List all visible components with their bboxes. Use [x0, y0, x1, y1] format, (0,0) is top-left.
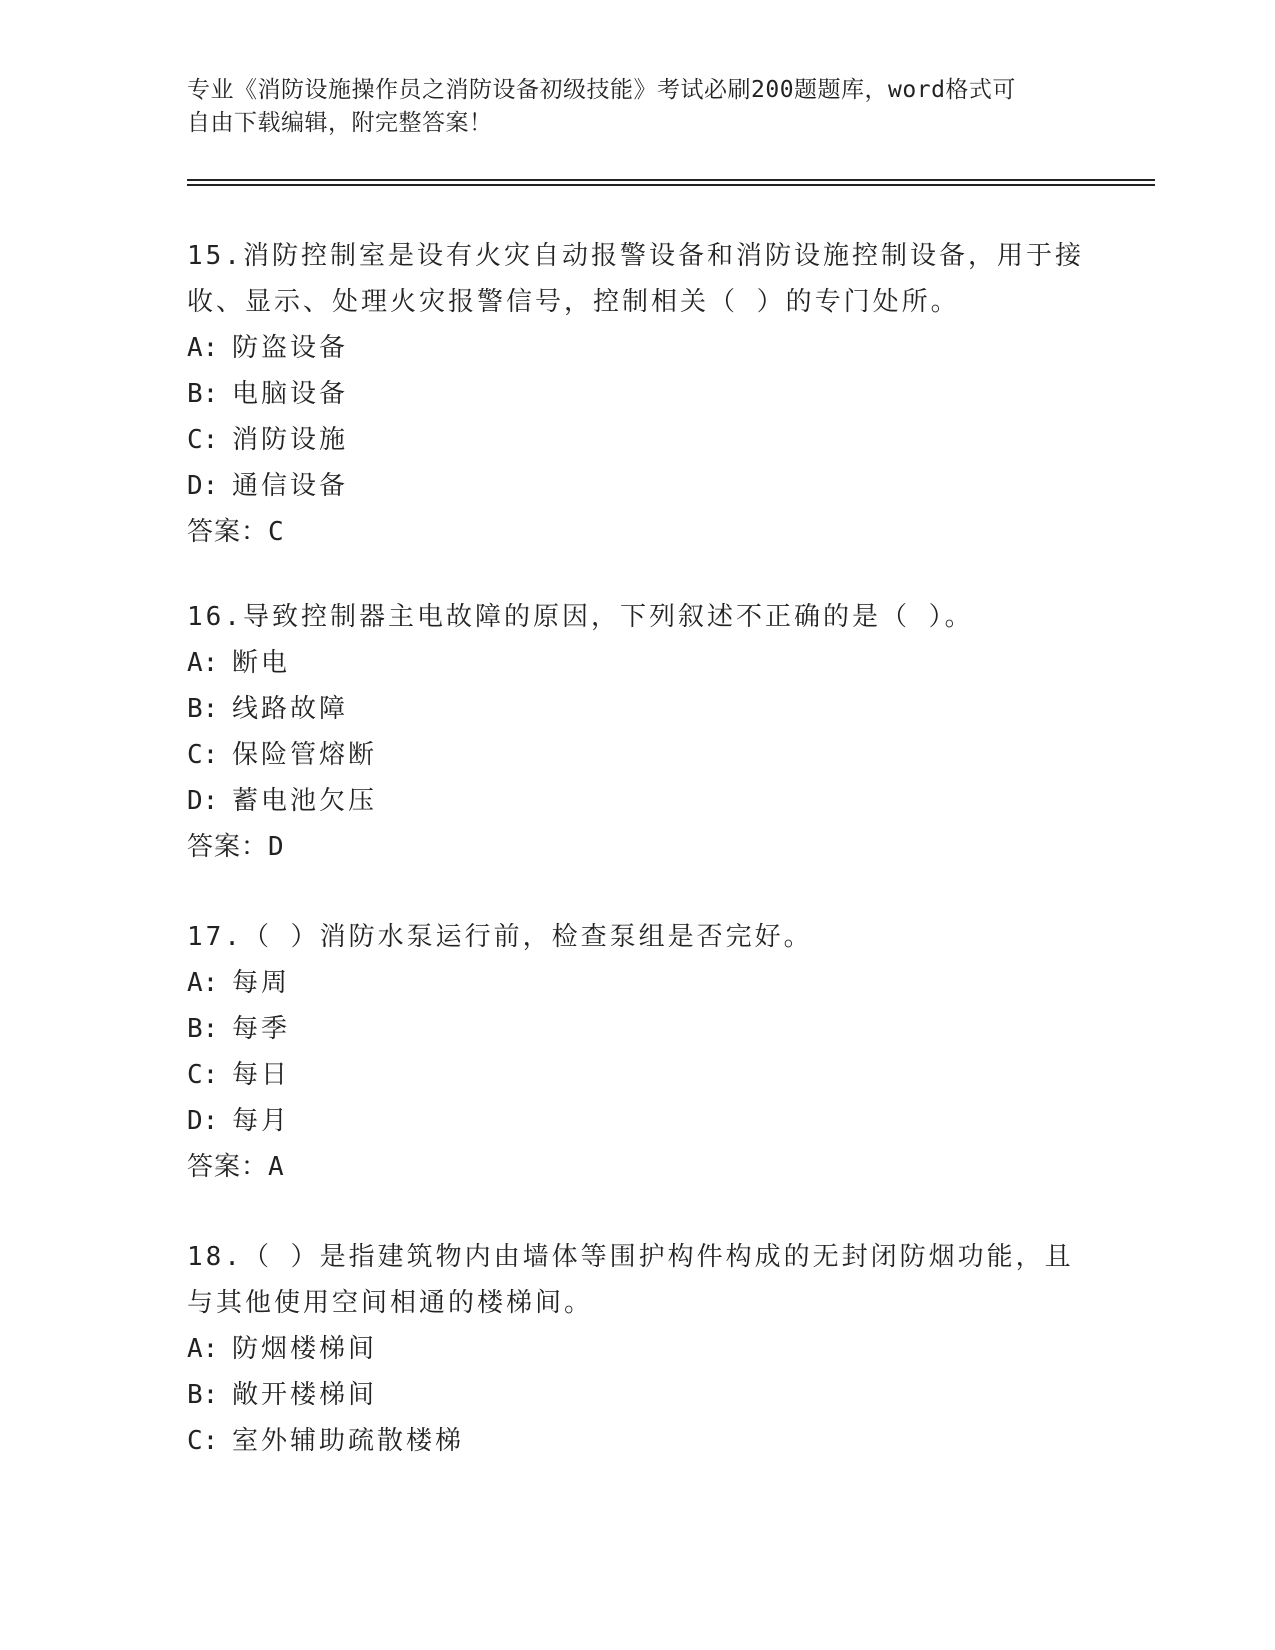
option-text: 室外辅助疏散楼梯 — [232, 1426, 465, 1456]
question-stem — [187, 1234, 1087, 1326]
option-a — [187, 640, 1087, 686]
option-key: C: — [187, 1060, 219, 1090]
option-key: A: — [187, 968, 219, 998]
option-a — [187, 960, 1087, 1006]
option-b — [187, 1006, 1087, 1052]
stem-line: 与其他使用空间相通的楼梯间。 — [187, 1288, 594, 1318]
option-key: D: — [187, 471, 219, 501]
question-16 — [187, 594, 1087, 870]
option-key: A: — [187, 648, 219, 678]
question-15 — [187, 233, 1087, 555]
stem-line: 16.导致控制器主电故障的原因，下列叙述不正确的是（ ）。 — [187, 602, 974, 632]
option-c — [187, 1418, 1087, 1464]
header-divider — [187, 179, 1155, 181]
stem-line: 17.（ ）消防水泵运行前，检查泵组是否完好。 — [187, 922, 813, 952]
stem-line: 15.消防控制室是设有火灾自动报警设备和消防设施控制设备，用于接 — [187, 241, 1084, 271]
answer-line — [187, 1144, 1087, 1190]
question-stem — [187, 594, 1087, 640]
question-18 — [187, 1234, 1087, 1464]
answer-line — [187, 509, 1087, 555]
option-key: B: — [187, 694, 219, 724]
question-17 — [187, 914, 1087, 1190]
option-key: A: — [187, 333, 219, 363]
option-text: 蓄电池欠压 — [232, 786, 378, 816]
option-key: B: — [187, 379, 219, 409]
option-key: C: — [187, 1426, 219, 1456]
option-key: A: — [187, 1334, 219, 1364]
option-text: 断电 — [232, 648, 291, 678]
answer-value: A — [268, 1152, 285, 1182]
document-header — [187, 74, 1087, 140]
option-text: 通信设备 — [232, 471, 349, 501]
option-key: B: — [187, 1380, 219, 1410]
answer-label: 答案： — [187, 832, 269, 862]
option-text: 保险管熔断 — [232, 740, 378, 770]
answer-label: 答案： — [187, 1152, 269, 1182]
option-text: 电脑设备 — [232, 379, 349, 409]
header-line: 自由下载编辑，附完整答案！ — [187, 110, 493, 136]
option-text: 敞开楼梯间 — [232, 1380, 378, 1410]
option-key: D: — [187, 1106, 219, 1136]
stem-line: 18.（ ）是指建筑物内由墙体等围护构件构成的无封闭防烟功能，且 — [187, 1242, 1074, 1272]
option-b — [187, 371, 1087, 417]
option-c — [187, 417, 1087, 463]
option-d — [187, 778, 1087, 824]
option-text: 防盗设备 — [232, 333, 349, 363]
option-b — [187, 1372, 1087, 1418]
answer-value: D — [268, 832, 285, 862]
option-c — [187, 732, 1087, 778]
option-text: 每周 — [232, 968, 291, 998]
option-d — [187, 463, 1087, 509]
option-text: 每月 — [232, 1106, 291, 1136]
option-a — [187, 325, 1087, 371]
option-key: C: — [187, 425, 219, 455]
option-b — [187, 686, 1087, 732]
option-text: 防烟楼梯间 — [232, 1334, 378, 1364]
question-stem — [187, 914, 1087, 960]
header-divider — [187, 184, 1155, 186]
answer-value: C — [268, 517, 285, 547]
option-text: 每日 — [232, 1060, 291, 1090]
option-text: 线路故障 — [232, 694, 349, 724]
answer-line — [187, 824, 1087, 870]
option-text: 每季 — [232, 1014, 291, 1044]
option-text: 消防设施 — [232, 425, 349, 455]
option-key: D: — [187, 786, 219, 816]
option-d — [187, 1098, 1087, 1144]
stem-line: 收、显示、处理火灾报警信号，控制相关（ ）的专门处所。 — [187, 287, 960, 317]
option-a — [187, 1326, 1087, 1372]
option-key: B: — [187, 1014, 219, 1044]
answer-label: 答案： — [187, 517, 269, 547]
question-stem — [187, 233, 1087, 325]
header-line: 专业《消防设施操作员之消防设备初级技能》考试必刷200题题库，word格式可 — [187, 77, 1016, 103]
option-c — [187, 1052, 1087, 1098]
option-key: C: — [187, 740, 219, 770]
